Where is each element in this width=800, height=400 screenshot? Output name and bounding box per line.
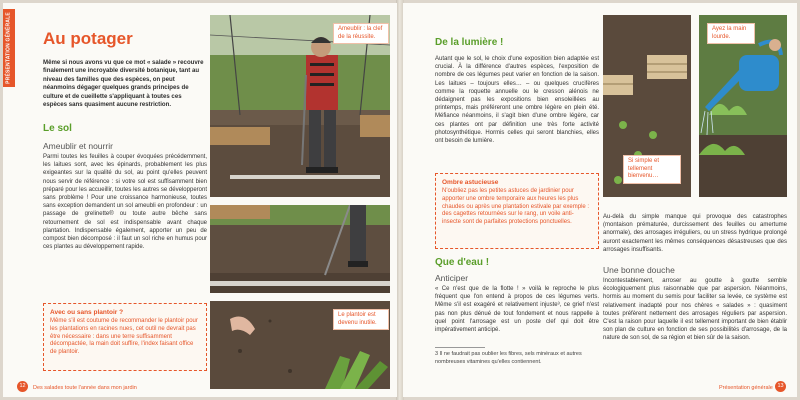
subheading-anticiper: Anticiper [435, 273, 469, 283]
footnote: 3 Il ne faudrait pas oublier les fibres, sels minéraux et autres nombreuses vitamines qu'elles contiennent. [435, 351, 582, 365]
ombre-title: Ombre astucieuse [442, 179, 499, 186]
page-number-right: 13 [775, 381, 786, 392]
lumiere-paragraph: Autant que le sol, le choix d'une exposition bien adaptée est crucial. À la différence d'autres espèces, l'exposition de nombre de ces légumes peut varier en fonction de la saison. Les laitues – toujours elles… – ou quelques crucifères comme la roquette annuelle ou le cresson alénois ne dédaignent pas les expositions bien ensoleillées au printemps, mais préféreront une ombre légère en plein été. Méfiance néanmoins, il s'agit bien d'une ombre légère, car ces plantes ont par définition une très forte activité photosynthétique. Hormis celles qui seront blanchies, elles ont besoin de lumière. [435, 56, 599, 145]
caption-main-lourde: Ayez la main lourde. [707, 23, 755, 44]
note-title: Avec ou sans plantoir ? [50, 309, 124, 316]
ombre-note-box [435, 173, 599, 249]
section-heading-sol: Le sol [43, 123, 72, 134]
section-heading-lumiere: De la lumière ! [435, 37, 504, 48]
right-page [403, 3, 797, 397]
caption-simple: Si simple et tellement bienvenu… [623, 155, 681, 184]
page-number-left: 12 [17, 381, 28, 392]
intro-paragraph: Même si nous avons vu que ce mot « salade » recouvre finalement une incroyable diversité botanique, tant au niveau des familles que des espèces, on peut néanmoins dégager quelques grands principes de culture et de cueillette s'appliquant à toutes ces espèces sans quasiment aucune restriction. [43, 59, 204, 109]
caption-plantoir: Le plantoir est devenu inutile. [333, 309, 389, 330]
footer-right: Présentation générale [719, 385, 773, 391]
note-body: Même s'il est coutume de recommander le plantoir pour les plantations en racines nues, cet outil ne devrait pas être nécessaire : dans une terre suffisamment décompactée, la main doit suffire, l'index faisant office de plantoir. [50, 318, 198, 356]
left-page [3, 3, 397, 397]
caption-ameublir: Ameublir : la clef de la réussite. [333, 23, 389, 44]
footer-left: Des salades toute l'année dans mon jardin [33, 385, 137, 391]
section-side-tab: PRÉSENTATION GÉNÉRALE [3, 9, 15, 87]
subheading-ameublir: Ameublir et nourrir [43, 141, 113, 151]
ombre-body: N'oubliez pas les petites astuces de jardinier pour apporter une ombre temporaire aux heures les plus chaudes ou après une plantation estivale par exemple : des cagettes retournées sur le rang, un voile anti-insecte sont de parfaites protections ponctuelles. [442, 188, 590, 226]
photo-soil-tool-image [210, 205, 390, 293]
sol-paragraph: Parmi toutes les feuilles à couper évoquées précédemment, les laitues sont, avec les épinards, probablement les plus exigeantes sur la qualité du sol, au point qu'elles peuvent nous servir de référence : si votre sol est suffisamment bien préparé pour les accueillir, toutes les autres se développeront sans problème ! Pour une croissance harmonieuse, toutes sans exception demandent un sol ameubli en profondeur : un passage de grelinette® ou toute autre bêche sans retournement de sol est indispensable avant chaque plantation. Indispensable également, apporter un peu de compost bien décomposé : il faut un sol riche en humus pour ces plantes au développement rapide. [43, 154, 207, 251]
photo-soil-tool [210, 205, 390, 293]
footnote-rule [435, 347, 485, 348]
subheading-douche: Une bonne douche [603, 265, 675, 275]
douche-paragraph: Incontestablement, arroser au goutte à goutte semble écologiquement plus raisonnable que par aspersion. Néanmoins, hormis au moment du semis pour faciliter sa levée, ce système est relativement inadapté pour nos chères « salades » : quasiment toutes préfèrent nettement des arrosages réguliers par aspersion. C'est la raison pour laquelle il est tellement important de bien établir son plan de culture en fonction de ses possibilités d'arrosage, de la nature de son sol, de sa région et bien sûr de la saison. [603, 278, 787, 342]
page-title: Au potager [43, 29, 133, 48]
catastrophe-paragraph: Au-delà du simple manque qui provoque des catastrophes (montaison prématurée, durcissement des feuilles ou amertume anormale), des arrosages irréguliers, ou un stress hydrique prolongé auront exactement les mêmes conséquences désastreuses que des arrosages insuffisants. [603, 214, 787, 253]
eau-paragraph: « Ce n'est que de la flotte ! » voilà le reproche le plus fréquent que l'on entend à propos de ces légumes verts. Même s'il est exagéré et relativement injuste³, ce grief n'est pas non plus dénué de tout fondement et nous rappelle à quel point l'arrosage est un poste clef qui doit être impérativement anticipé. [435, 286, 599, 334]
section-heading-eau: Que d'eau ! [435, 257, 490, 268]
plantoir-note-box [43, 303, 207, 371]
